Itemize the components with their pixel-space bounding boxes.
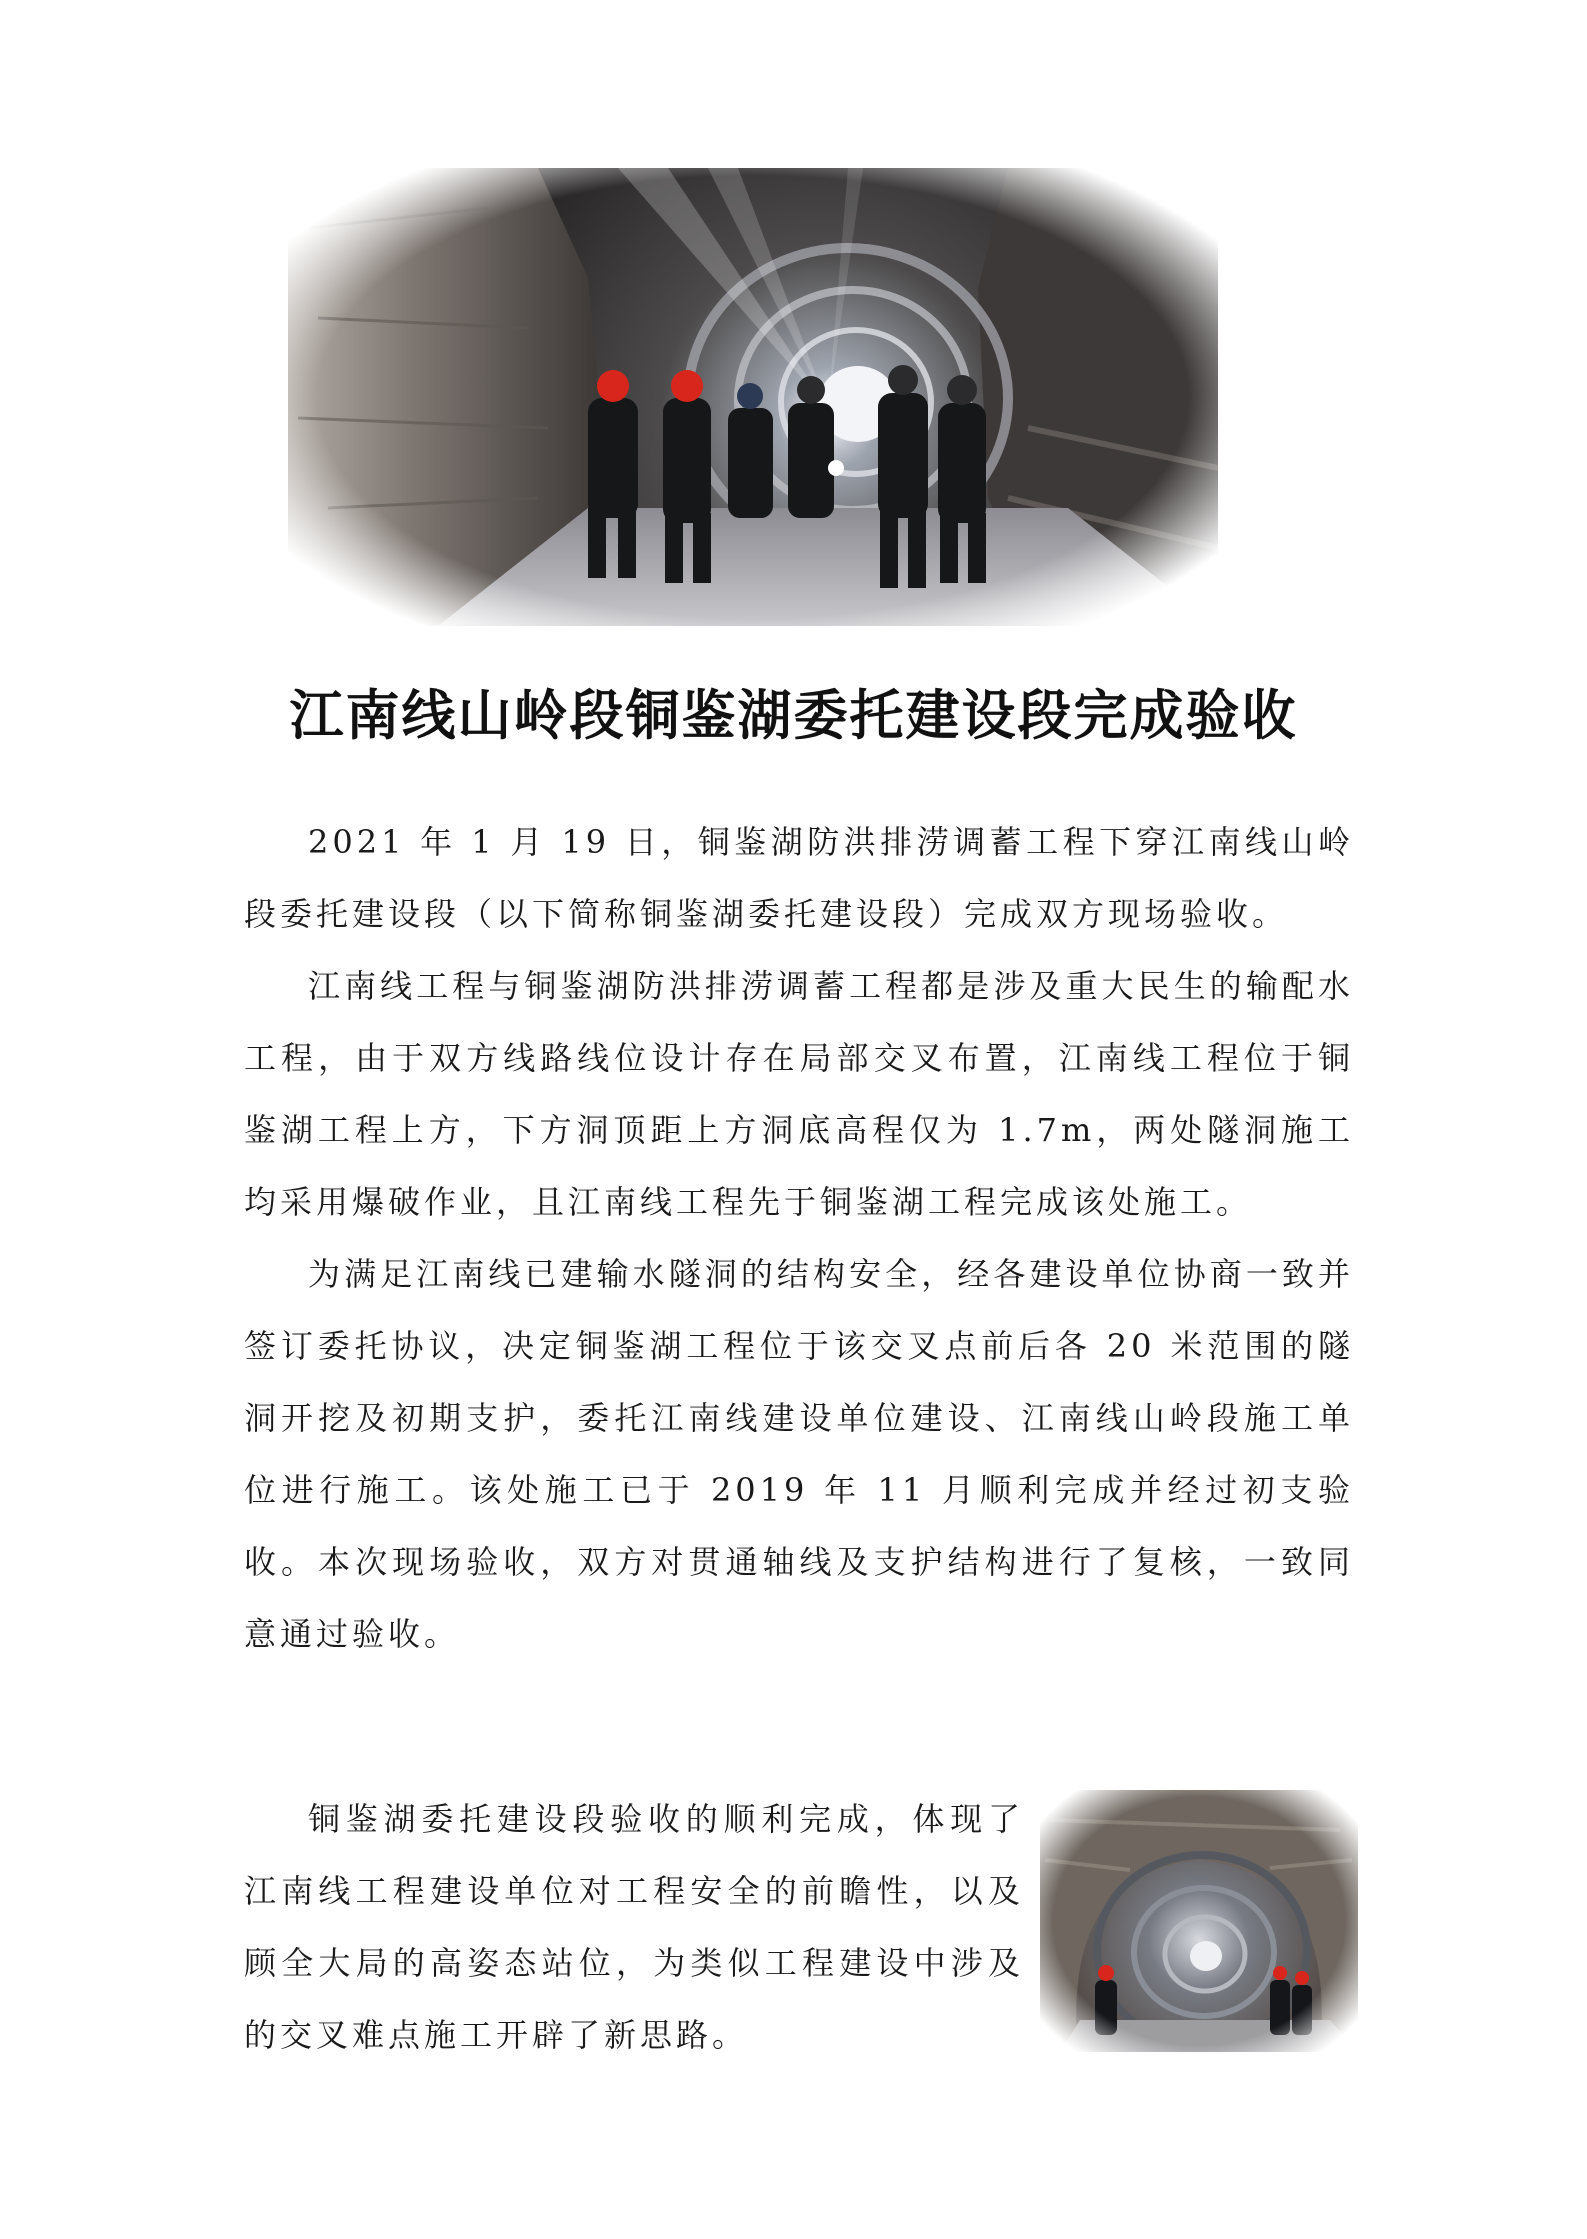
tunnel-interior-photo bbox=[1040, 1790, 1358, 2052]
paragraph-4: 铜鉴湖委托建设段验收的顺利完成，体现了江南线工程建设单位对工程安全的前瞻性，以及顾全大局的高姿态站位，为类似工程建设中涉及的交叉难点施工开辟了新思路。 bbox=[244, 1800, 1024, 2054]
paragraph-1: 2021 年 1 月 19 日，铜鉴湖防洪排涝调蓄工程下穿江南线山岭段委托建设段（以下简称铜鉴湖委托建设段）完成双方现场验收。 bbox=[244, 823, 1354, 933]
hero-photo bbox=[288, 168, 1218, 626]
tunnel-inspection-photo bbox=[288, 168, 1218, 626]
article-body bbox=[244, 806, 1354, 1670]
paragraph-2: 江南线工程与铜鉴湖防洪排涝调蓄工程都是涉及重大民生的输配水工程，由于双方线路线位设计存在局部交叉布置，江南线工程位于铜鉴湖工程上方，下方洞顶距上方洞底高程仅为 1.7m，两处隧洞施工均采用爆破作业，且江南线工程先于铜鉴湖工程完成该处施工。 bbox=[244, 967, 1354, 1221]
side-photo bbox=[1040, 1790, 1358, 2052]
article-title: 江南线山岭段铜鉴湖委托建设段完成验收 bbox=[289, 683, 1298, 747]
article-closing bbox=[244, 1783, 1024, 2071]
paragraph-3: 为满足江南线已建输水隧洞的结构安全，经各建设单位协商一致并签订委托协议，决定铜鉴湖工程位于该交叉点前后各 20 米范围的隧洞开挖及初期支护，委托江南线建设单位建设、江南线山岭段施工单位进行施工。该处施工已于 2019 年 11 月顺利完成并经过初支验收。本次现场验收，双方对贯通轴线及支护结构进行了复核，一致同意通过验收。 bbox=[244, 1255, 1354, 1653]
